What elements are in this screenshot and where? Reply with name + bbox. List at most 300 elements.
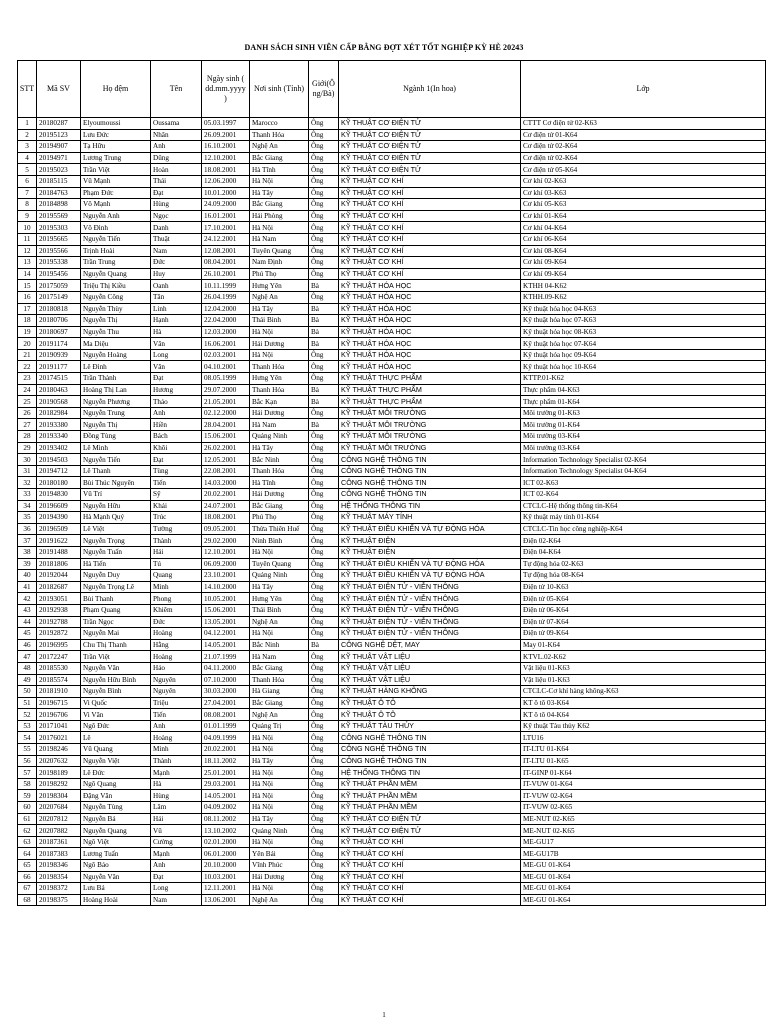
cell-student-id: 20184898 [37, 199, 81, 211]
cell-class: KTTP.01-K62 [521, 373, 766, 385]
header-surname: Họ đệm [81, 61, 151, 118]
table-row [18, 558, 766, 570]
cell-birth-date: 20.02.2001 [202, 489, 250, 501]
cell-given-name: Hạnh [151, 315, 202, 327]
cell-gender: Ông [309, 767, 339, 779]
cell-stt: 66 [18, 871, 37, 883]
cell-major: KỸ THUẬT ĐIỆN [339, 546, 521, 558]
cell-gender: Ông [309, 454, 339, 466]
cell-surname: Lương Tuấn [81, 848, 151, 860]
cell-given-name: Khải [151, 500, 202, 512]
cell-surname: Trịnh Hoài [81, 245, 151, 257]
cell-gender: Ông [309, 187, 339, 199]
cell-major: CÔNG NGHỆ THÔNG TIN [339, 489, 521, 501]
cell-student-id: 20180818 [37, 303, 81, 315]
cell-given-name: Thái [151, 175, 202, 187]
cell-student-id: 20195566 [37, 245, 81, 257]
cell-class: Cơ khí 09-K64 [521, 268, 766, 280]
cell-given-name: Thuật [151, 233, 202, 245]
cell-gender: Ông [309, 268, 339, 280]
cell-class: ME-NUT 02-K65 [521, 813, 766, 825]
cell-class: Kỹ thuật hóa học 04-K63 [521, 303, 766, 315]
cell-class: Cơ khí 02-K63 [521, 175, 766, 187]
cell-given-name: Vân [151, 338, 202, 350]
cell-surname: Trần Việt [81, 164, 151, 176]
table-row [18, 512, 766, 524]
cell-student-id: 20196509 [37, 523, 81, 535]
cell-major: KỸ THUẬT Ô TÔ [339, 709, 521, 721]
cell-birth-date: 18.08.2001 [202, 164, 250, 176]
cell-student-id: 20191177 [37, 361, 81, 373]
cell-student-id: 20194830 [37, 489, 81, 501]
cell-given-name: Phong [151, 593, 202, 605]
cell-student-id: 20198346 [37, 860, 81, 872]
table-row [18, 152, 766, 164]
cell-given-name: Hải [151, 546, 202, 558]
cell-class: Kỹ thuật Tàu thủy K62 [521, 720, 766, 732]
cell-surname: Võ Đình [81, 222, 151, 234]
cell-major: KỸ THUẬT ĐIỀU KHIỂN VÀ TỰ ĐỘNG HÓA [339, 523, 521, 535]
cell-birth-date: 04.10.2001 [202, 361, 250, 373]
cell-class: Thực phẩm 01-K64 [521, 396, 766, 408]
cell-surname: Chu Thị Thanh [81, 639, 151, 651]
header-student-id: Mã SV [37, 61, 81, 118]
cell-student-id: 20180463 [37, 384, 81, 396]
cell-major: KỸ THUẬT HÓA HỌC [339, 303, 521, 315]
cell-birth-date: 04.09.1999 [202, 732, 250, 744]
cell-given-name: Thành [151, 755, 202, 767]
cell-class: IT-VUW 02-K64 [521, 790, 766, 802]
table-row [18, 871, 766, 883]
cell-major: KỸ THUẬT CƠ KHÍ [339, 233, 521, 245]
cell-major: KỸ THUẬT CƠ KHÍ [339, 871, 521, 883]
cell-given-name: Minh [151, 581, 202, 593]
cell-birth-place: Nam Định [250, 257, 309, 269]
table-row [18, 860, 766, 872]
cell-given-name: Đạt [151, 187, 202, 199]
cell-given-name: Mạnh [151, 767, 202, 779]
cell-student-id: 20195456 [37, 268, 81, 280]
cell-stt: 24 [18, 384, 37, 396]
cell-gender: Ông [309, 431, 339, 443]
cell-given-name: Quang [151, 570, 202, 582]
table-row [18, 848, 766, 860]
cell-surname: Nguyễn Thị [81, 419, 151, 431]
cell-given-name: Ngọc [151, 210, 202, 222]
table-row [18, 651, 766, 663]
cell-class: May 01-K64 [521, 639, 766, 651]
cell-gender: Ông [309, 489, 339, 501]
cell-birth-place: Hải Dương [250, 871, 309, 883]
table-row [18, 894, 766, 906]
cell-class: KT ô tô 03-K64 [521, 697, 766, 709]
cell-class: Kỹ thuật hóa học 07-K64 [521, 338, 766, 350]
cell-given-name: Đức [151, 257, 202, 269]
cell-major: KỸ THUẬT CƠ ĐIỆN TỬ [339, 141, 521, 153]
cell-birth-place: Hưng Yên [250, 593, 309, 605]
cell-surname: Nguyễn Thùy [81, 303, 151, 315]
cell-birth-date: 13.10.2002 [202, 825, 250, 837]
cell-surname: Phạm Quang [81, 604, 151, 616]
cell-given-name: Mạnh [151, 848, 202, 860]
cell-surname: Nguyễn Trọng [81, 535, 151, 547]
cell-given-name: Anh [151, 860, 202, 872]
cell-major: HỆ THỐNG THÔNG TIN [339, 500, 521, 512]
table-row [18, 315, 766, 327]
cell-birth-date: 06.01.2000 [202, 848, 250, 860]
cell-major: KỸ THUẬT CƠ ĐIỆN TỬ [339, 164, 521, 176]
cell-surname: Hà Mạnh Quý [81, 512, 151, 524]
cell-major: CÔNG NGHỆ THÔNG TIN [339, 732, 521, 744]
cell-stt: 25 [18, 396, 37, 408]
cell-stt: 13 [18, 257, 37, 269]
cell-birth-place: Phú Thọ [250, 512, 309, 524]
cell-class: Cơ khí 05-K63 [521, 199, 766, 211]
cell-class: Kỹ thuật hóa học 08-K63 [521, 326, 766, 338]
cell-surname: Lưu Đức [81, 129, 151, 141]
cell-birth-date: 04.12.2001 [202, 628, 250, 640]
cell-birth-date: 12.10.2001 [202, 546, 250, 558]
cell-birth-place: Quảng Trị [250, 720, 309, 732]
table-row [18, 141, 766, 153]
table-row [18, 778, 766, 790]
cell-stt: 65 [18, 860, 37, 872]
table-row [18, 442, 766, 454]
cell-surname: Vũ Mạnh [81, 175, 151, 187]
cell-birth-date: 27.04.2001 [202, 697, 250, 709]
cell-stt: 36 [18, 523, 37, 535]
cell-surname: Lê Việt [81, 523, 151, 535]
cell-gender: Bà [309, 384, 339, 396]
cell-student-id: 20198375 [37, 894, 81, 906]
cell-major: KỸ THUẬT ĐIỀU KHIỂN VÀ TỰ ĐỘNG HÓA [339, 558, 521, 570]
cell-gender: Ông [309, 129, 339, 141]
cell-major: KỸ THUẬT CƠ KHÍ [339, 222, 521, 234]
cell-surname: Trần Việt [81, 651, 151, 663]
table-row [18, 744, 766, 756]
cell-given-name: Dũng [151, 152, 202, 164]
table-header-row [18, 61, 766, 118]
cell-surname: Bùi Thanh [81, 593, 151, 605]
cell-gender: Ông [309, 871, 339, 883]
cell-surname: Lê [81, 732, 151, 744]
cell-birth-place: Hà Nội [250, 175, 309, 187]
cell-major: KỸ THUẬT Ô TÔ [339, 697, 521, 709]
cell-class: Information Technology Specialist 02-K64 [521, 454, 766, 466]
cell-class: CTCLC-Cơ khí hàng không-K63 [521, 686, 766, 698]
cell-birth-place: Nghệ An [250, 616, 309, 628]
cell-gender: Ông [309, 651, 339, 663]
cell-major: KỸ THUẬT ĐIỀU KHIỂN VÀ TỰ ĐỘNG HÓA [339, 570, 521, 582]
cell-student-id: 20182984 [37, 407, 81, 419]
cell-gender: Ông [309, 152, 339, 164]
cell-stt: 59 [18, 790, 37, 802]
cell-student-id: 20191174 [37, 338, 81, 350]
cell-stt: 43 [18, 604, 37, 616]
cell-birth-place: Hà Nội [250, 628, 309, 640]
cell-birth-date: 14.05.2001 [202, 790, 250, 802]
cell-major: KỸ THUẬT ĐIỆN TỬ - VIỄN THÔNG [339, 593, 521, 605]
cell-birth-place: Hà Nội [250, 222, 309, 234]
cell-stt: 33 [18, 489, 37, 501]
cell-stt: 68 [18, 894, 37, 906]
cell-birth-date: 29.03.2001 [202, 778, 250, 790]
cell-gender: Ông [309, 512, 339, 524]
cell-birth-place: Bắc Kạn [250, 396, 309, 408]
cell-birth-place: Thái Bình [250, 604, 309, 616]
cell-surname: Trần Trung [81, 257, 151, 269]
cell-given-name: Anh [151, 720, 202, 732]
cell-gender: Ông [309, 465, 339, 477]
cell-birth-date: 02.12.2000 [202, 407, 250, 419]
cell-birth-place: Hà Tây [250, 442, 309, 454]
cell-birth-place: Bắc Giang [250, 199, 309, 211]
cell-gender: Ông [309, 755, 339, 767]
cell-surname: Ma Diệu [81, 338, 151, 350]
cell-student-id: 20185115 [37, 175, 81, 187]
cell-gender: Bà [309, 639, 339, 651]
cell-stt: 20 [18, 338, 37, 350]
cell-birth-date: 30.03.2000 [202, 686, 250, 698]
cell-birth-place: Thanh Hóa [250, 129, 309, 141]
cell-birth-place: Thừa Thiên Huế [250, 523, 309, 535]
cell-birth-place: Thanh Hóa [250, 465, 309, 477]
cell-student-id: 20174515 [37, 373, 81, 385]
document-title: DANH SÁCH SINH VIÊN CẤP BẰNG ĐỢT XÉT TỐT NGHIỆP KỲ HÈ 20243 [244, 43, 524, 52]
cell-stt: 42 [18, 593, 37, 605]
cell-stt: 51 [18, 697, 37, 709]
cell-birth-date: 13.05.2001 [202, 616, 250, 628]
cell-given-name: Oussama [151, 118, 202, 130]
table-row [18, 674, 766, 686]
cell-student-id: 20190568 [37, 396, 81, 408]
cell-given-name: Hương [151, 384, 202, 396]
cell-class: KTVL.02-K62 [521, 651, 766, 663]
cell-gender: Ông [309, 245, 339, 257]
table-row [18, 581, 766, 593]
cell-stt: 53 [18, 720, 37, 732]
table-row [18, 732, 766, 744]
cell-major: KỸ THUẬT CƠ KHÍ [339, 257, 521, 269]
cell-student-id: 20192938 [37, 604, 81, 616]
cell-student-id: 20195123 [37, 129, 81, 141]
cell-birth-date: 02.03.2001 [202, 349, 250, 361]
cell-major: KỸ THUẬT HÓA HỌC [339, 349, 521, 361]
cell-gender: Bà [309, 396, 339, 408]
cell-surname: Nguyễn Bá [81, 813, 151, 825]
cell-birth-place: Vĩnh Phúc [250, 860, 309, 872]
cell-stt: 48 [18, 662, 37, 674]
cell-birth-place: Hải Dương [250, 338, 309, 350]
cell-birth-place: Hà Tĩnh [250, 477, 309, 489]
cell-birth-date: 26.09.2001 [202, 129, 250, 141]
cell-given-name: Tiến [151, 709, 202, 721]
cell-birth-place: Hà Nam [250, 419, 309, 431]
cell-student-id: 20198189 [37, 767, 81, 779]
table-row [18, 697, 766, 709]
cell-class: Cơ khí 06-K64 [521, 233, 766, 245]
cell-birth-date: 26.10.2001 [202, 268, 250, 280]
cell-gender: Ông [309, 175, 339, 187]
table-row [18, 361, 766, 373]
table-row [18, 535, 766, 547]
cell-given-name: Đạt [151, 871, 202, 883]
cell-gender: Ông [309, 535, 339, 547]
cell-given-name: Tiến [151, 477, 202, 489]
cell-birth-place: Hà Tây [250, 303, 309, 315]
cell-major: CÔNG NGHỆ THÔNG TIN [339, 755, 521, 767]
table-row [18, 210, 766, 222]
cell-gender: Ông [309, 894, 339, 906]
cell-stt: 26 [18, 407, 37, 419]
cell-birth-place: Bắc Ninh [250, 454, 309, 466]
cell-birth-place: Hải Dương [250, 407, 309, 419]
cell-surname: Nguyễn Hoàng [81, 349, 151, 361]
cell-class: ME-GU 01-K64 [521, 883, 766, 895]
cell-stt: 63 [18, 836, 37, 848]
cell-birth-date: 26.04.1999 [202, 291, 250, 303]
cell-student-id: 20194390 [37, 512, 81, 524]
cell-stt: 56 [18, 755, 37, 767]
cell-birth-place: Bắc Giang [250, 697, 309, 709]
cell-gender: Ông [309, 836, 339, 848]
cell-birth-place: Bắc Giang [250, 662, 309, 674]
cell-major: KỸ THUẬT CƠ ĐIỆN TỬ [339, 825, 521, 837]
cell-given-name: Hảo [151, 662, 202, 674]
cell-given-name: Hằng [151, 639, 202, 651]
cell-student-id: 20195023 [37, 164, 81, 176]
page-number: 1 [382, 1011, 386, 1019]
table-row [18, 129, 766, 141]
table-row [18, 489, 766, 501]
cell-gender: Ông [309, 141, 339, 153]
cell-surname: Nguyễn Phương [81, 396, 151, 408]
cell-major: KỸ THUẬT HÓA HỌC [339, 291, 521, 303]
cell-student-id: 20182687 [37, 581, 81, 593]
cell-major: KỸ THUẬT PHẦN MỀM [339, 802, 521, 814]
cell-surname: Hà Tiến [81, 558, 151, 570]
cell-class: IT-VUW 02-K65 [521, 802, 766, 814]
cell-stt: 6 [18, 175, 37, 187]
cell-class: ME-GU 01-K64 [521, 871, 766, 883]
cell-birth-place: Hà Nội [250, 732, 309, 744]
cell-gender: Ông [309, 222, 339, 234]
table-row [18, 639, 766, 651]
cell-stt: 38 [18, 546, 37, 558]
cell-major: KỸ THUẬT HÓA HỌC [339, 326, 521, 338]
cell-gender: Bà [309, 326, 339, 338]
cell-stt: 21 [18, 349, 37, 361]
cell-major: KỸ THUẬT HÓA HỌC [339, 361, 521, 373]
cell-class: KTHH.09-K62 [521, 291, 766, 303]
cell-birth-date: 17.10.2001 [202, 222, 250, 234]
cell-birth-date: 14.03.2000 [202, 477, 250, 489]
cell-student-id: 20191622 [37, 535, 81, 547]
cell-major: KỸ THUẬT CƠ KHÍ [339, 883, 521, 895]
cell-student-id: 20198354 [37, 871, 81, 883]
cell-surname: Vũ Trí [81, 489, 151, 501]
cell-surname: Phạm Đức [81, 187, 151, 199]
table-row [18, 384, 766, 396]
cell-gender: Ông [309, 361, 339, 373]
cell-birth-date: 15.06.2001 [202, 431, 250, 443]
cell-given-name: Đức [151, 616, 202, 628]
cell-major: KỸ THUẬT CƠ ĐIỆN TỬ [339, 152, 521, 164]
cell-gender: Ông [309, 164, 339, 176]
table-row [18, 465, 766, 477]
table-row [18, 187, 766, 199]
cell-given-name: Vũ [151, 825, 202, 837]
cell-surname: Lê Đức [81, 767, 151, 779]
table-row [18, 883, 766, 895]
cell-birth-date: 16.10.2001 [202, 141, 250, 153]
cell-given-name: Đạt [151, 373, 202, 385]
cell-birth-place: Hà Nội [250, 836, 309, 848]
cell-surname: Nguyễn Anh [81, 210, 151, 222]
cell-birth-date: 24.12.2001 [202, 233, 250, 245]
cell-birth-date: 07.10.2000 [202, 674, 250, 686]
table-row [18, 802, 766, 814]
cell-birth-place: Quảng Ninh [250, 570, 309, 582]
cell-given-name: Hùng [151, 199, 202, 211]
cell-birth-place: Hà Nội [250, 790, 309, 802]
cell-birth-place: Quảng Ninh [250, 431, 309, 443]
cell-class: Thực phẩm 04-K63 [521, 384, 766, 396]
cell-student-id: 20180180 [37, 477, 81, 489]
cell-class: Kỹ thuật hóa học 09-K64 [521, 349, 766, 361]
cell-major: KỸ THUẬT CƠ KHÍ [339, 199, 521, 211]
cell-surname: Nguyễn Mai [81, 628, 151, 640]
cell-student-id: 20198246 [37, 744, 81, 756]
cell-major: KỸ THUẬT MÔI TRƯỜNG [339, 431, 521, 443]
cell-gender: Ông [309, 732, 339, 744]
cell-gender: Ông [309, 581, 339, 593]
cell-class: Tự động hóa 08-K64 [521, 570, 766, 582]
cell-surname: Nguyễn Quang [81, 825, 151, 837]
cell-class: Tự động hóa 02-K63 [521, 558, 766, 570]
cell-student-id: 20193340 [37, 431, 81, 443]
cell-given-name: Nguyên [151, 686, 202, 698]
cell-given-name: Triệu [151, 697, 202, 709]
cell-stt: 9 [18, 210, 37, 222]
cell-given-name: Hà [151, 326, 202, 338]
table-row [18, 523, 766, 535]
table-row [18, 291, 766, 303]
cell-class: CTCLC-Hệ thống thông tin-K64 [521, 500, 766, 512]
cell-major: KỸ THUẬT HÀNG KHÔNG [339, 686, 521, 698]
cell-stt: 12 [18, 245, 37, 257]
cell-given-name: Lâm [151, 802, 202, 814]
cell-stt: 47 [18, 651, 37, 663]
cell-birth-date: 21.05.2001 [202, 396, 250, 408]
header-class: Lớp [521, 61, 766, 118]
cell-major: KỸ THUẬT PHẦN MỀM [339, 778, 521, 790]
cell-birth-place: Hà Nội [250, 744, 309, 756]
cell-class: Môi trường 03-K64 [521, 442, 766, 454]
cell-birth-place: Hà Giang [250, 686, 309, 698]
cell-student-id: 20194712 [37, 465, 81, 477]
cell-birth-date: 22.08.2001 [202, 465, 250, 477]
cell-birth-date: 25.01.2001 [202, 767, 250, 779]
header-birth-date: Ngày sinh ( dd.mm.yyyy ) [202, 61, 250, 118]
table-row [18, 407, 766, 419]
table-row [18, 616, 766, 628]
cell-major: HỆ THỐNG THÔNG TIN [339, 767, 521, 779]
cell-birth-place: Yên Bái [250, 848, 309, 860]
cell-birth-place: Bắc Giang [250, 500, 309, 512]
cell-class: IT-LTU 01-K65 [521, 755, 766, 767]
cell-major: KỸ THUẬT ĐIỆN TỬ - VIỄN THÔNG [339, 604, 521, 616]
